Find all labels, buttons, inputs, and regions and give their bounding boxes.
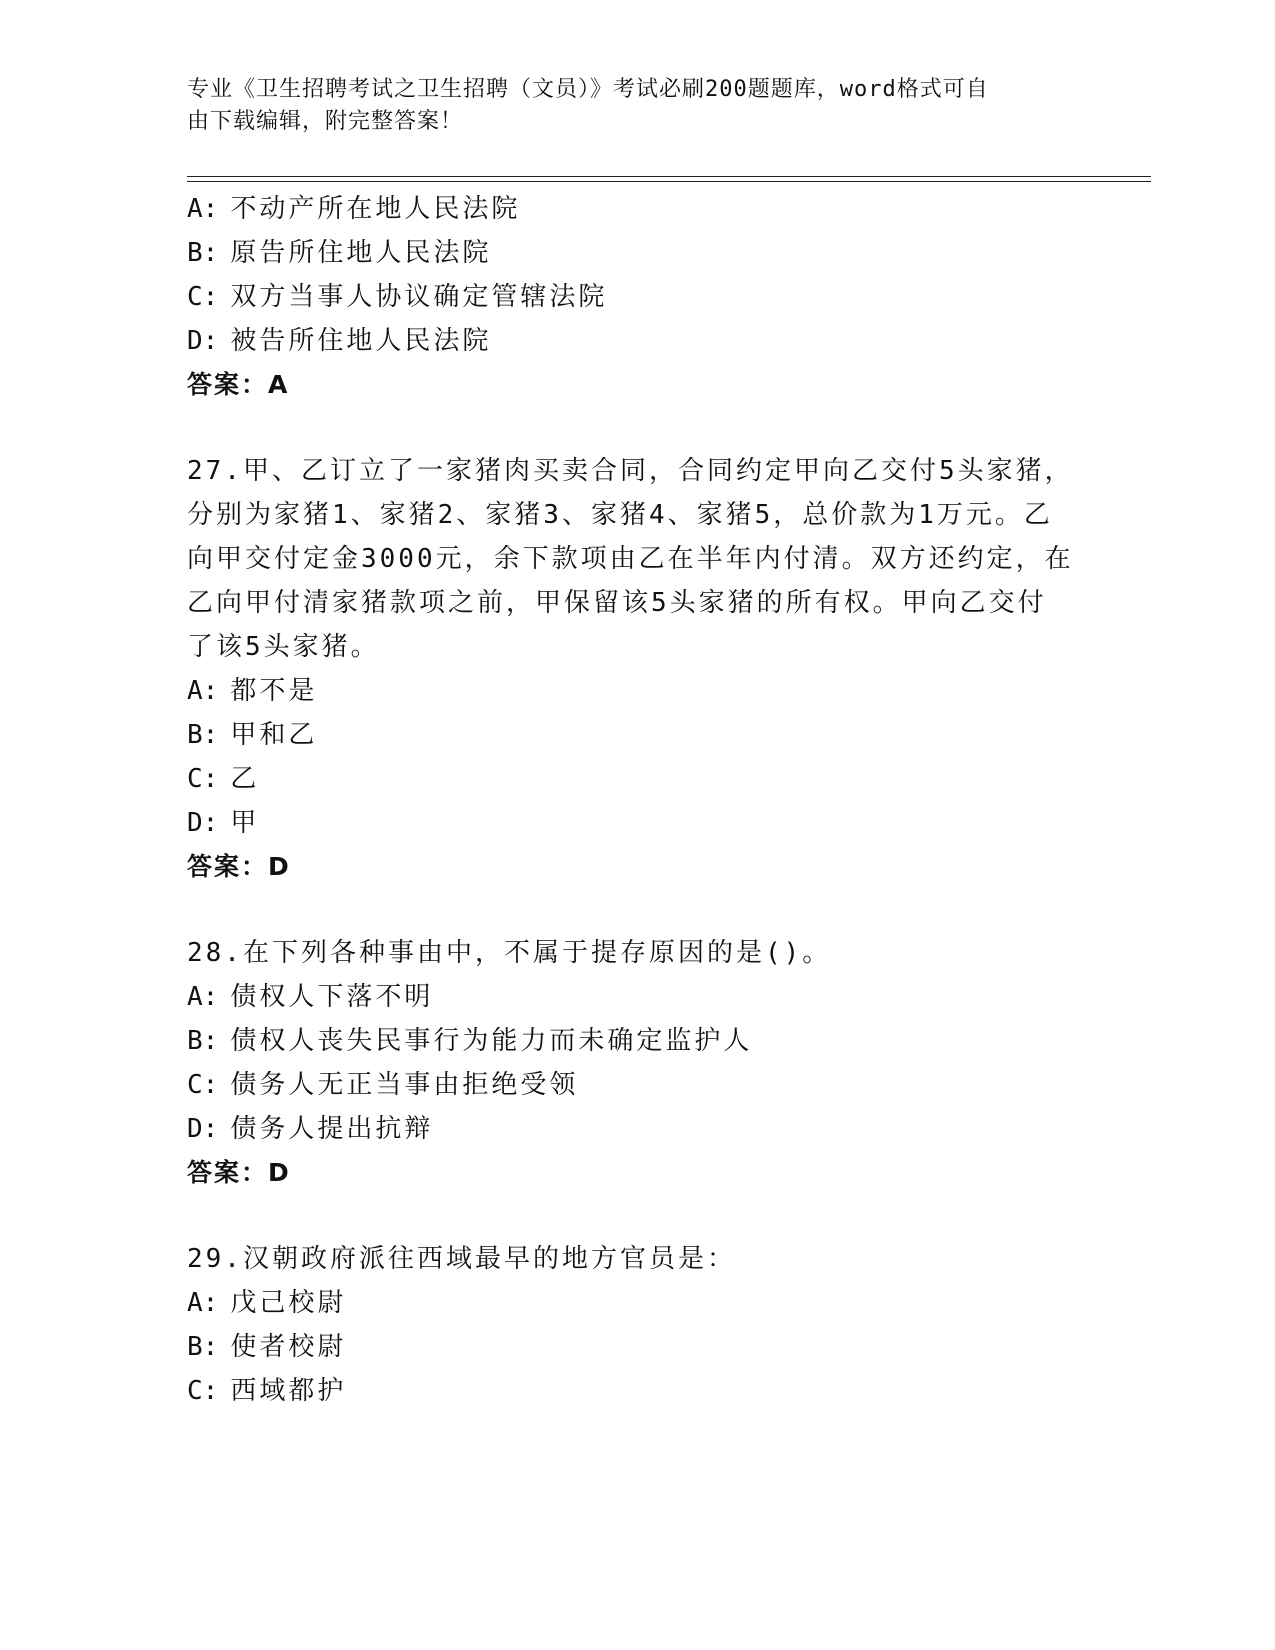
q27-option-c (187, 756, 259, 802)
header-title-line-1: 专业《卫生招聘考试之卫生招聘（文员）》考试必刷200题题库，word格式可自 (187, 77, 989, 102)
option-text: 不动产所在地人民法院 (230, 194, 521, 224)
option-key: B (187, 1332, 203, 1362)
q27-text-line-1: 27.甲、乙订立了一家猪肉买卖合同，合同约定甲向乙交付5头家猪， (187, 456, 1074, 486)
option-separator: : (202, 808, 219, 838)
option-text: 西域都护 (230, 1376, 347, 1406)
option-separator: : (202, 1114, 219, 1144)
option-key: A (187, 676, 203, 706)
q26-answer: 答案：A (187, 370, 290, 399)
option-key: C (187, 764, 203, 794)
option-separator: : (202, 1376, 219, 1406)
q28-text-line-1: 28.在下列各种事由中，不属于提存原因的是()。 (187, 938, 832, 968)
option-text: 戊己校尉 (230, 1288, 347, 1318)
option-key: B (187, 1026, 203, 1056)
q28-option-a (187, 974, 433, 1020)
option-separator: : (202, 238, 219, 268)
q28-option-c (187, 1062, 578, 1108)
q26-option-a (187, 186, 520, 232)
q26-option-c (187, 274, 607, 320)
option-key: A (187, 1288, 203, 1318)
option-separator: : (202, 326, 219, 356)
option-key: C (187, 1376, 203, 1406)
header-title-line-2: 由下载编辑，附完整答案！ (187, 109, 464, 134)
option-text: 双方当事人协议确定管辖法院 (230, 282, 608, 312)
q27-text-line-2: 分别为家猪1、家猪2、家猪3、家猪4、家猪5，总价款为1万元。乙 (187, 500, 1053, 530)
option-text: 债权人丧失民事行为能力而未确定监护人 (230, 1026, 753, 1056)
option-text: 原告所住地人民法院 (230, 238, 492, 268)
option-separator: : (202, 282, 219, 312)
option-key: A (187, 982, 203, 1012)
option-separator: : (202, 764, 219, 794)
header-divider-bottom (187, 181, 1151, 182)
option-separator: : (202, 1070, 219, 1100)
option-separator: : (202, 982, 219, 1012)
q29-option-a (187, 1280, 346, 1326)
option-text: 使者校尉 (230, 1332, 347, 1362)
option-key: D (187, 808, 203, 838)
option-key: B (187, 238, 203, 268)
q27-option-d (187, 800, 259, 846)
header-divider-top (187, 176, 1151, 177)
option-text: 债权人下落不明 (230, 982, 434, 1012)
option-key: C (187, 1070, 203, 1100)
option-separator: : (202, 676, 219, 706)
q29-text-line-1: 29.汉朝政府派往西域最早的地方官员是： (187, 1244, 736, 1274)
option-text: 都不是 (230, 676, 318, 706)
q28-option-b (187, 1018, 752, 1064)
option-key: B (187, 720, 203, 750)
document-header (187, 74, 1067, 138)
option-separator: : (202, 194, 219, 224)
option-key: D (187, 1114, 203, 1144)
q28-answer: 答案：D (187, 1158, 291, 1187)
option-text: 乙 (230, 764, 260, 794)
q26-option-d (187, 318, 491, 364)
option-key: A (187, 194, 203, 224)
option-key: C (187, 282, 203, 312)
option-text: 甲和乙 (230, 720, 318, 750)
q27-option-b (187, 712, 317, 758)
q27-text-line-5: 了该5头家猪。 (187, 632, 380, 662)
option-separator: : (202, 1288, 219, 1318)
q27-option-a (187, 668, 317, 714)
option-text: 债务人无正当事由拒绝受领 (230, 1070, 579, 1100)
q26-option-b (187, 230, 491, 276)
option-text: 债务人提出抗辩 (230, 1114, 434, 1144)
q29-option-b (187, 1324, 346, 1370)
option-separator: : (202, 1026, 219, 1056)
q27-text-line-4: 乙向甲付清家猪款项之前，甲保留该5头家猪的所有权。甲向乙交付 (187, 588, 1047, 618)
q27-answer: 答案：D (187, 852, 291, 881)
option-separator: : (202, 720, 219, 750)
q27-text-line-3: 向甲交付定金3000元，余下款项由乙在半年内付清。双方还约定，在 (187, 544, 1074, 574)
option-text: 甲 (230, 808, 260, 838)
option-text: 被告所住地人民法院 (230, 326, 492, 356)
q28-option-d (187, 1106, 433, 1152)
option-separator: : (202, 1332, 219, 1362)
option-key: D (187, 326, 203, 356)
q29-option-c (187, 1368, 346, 1414)
